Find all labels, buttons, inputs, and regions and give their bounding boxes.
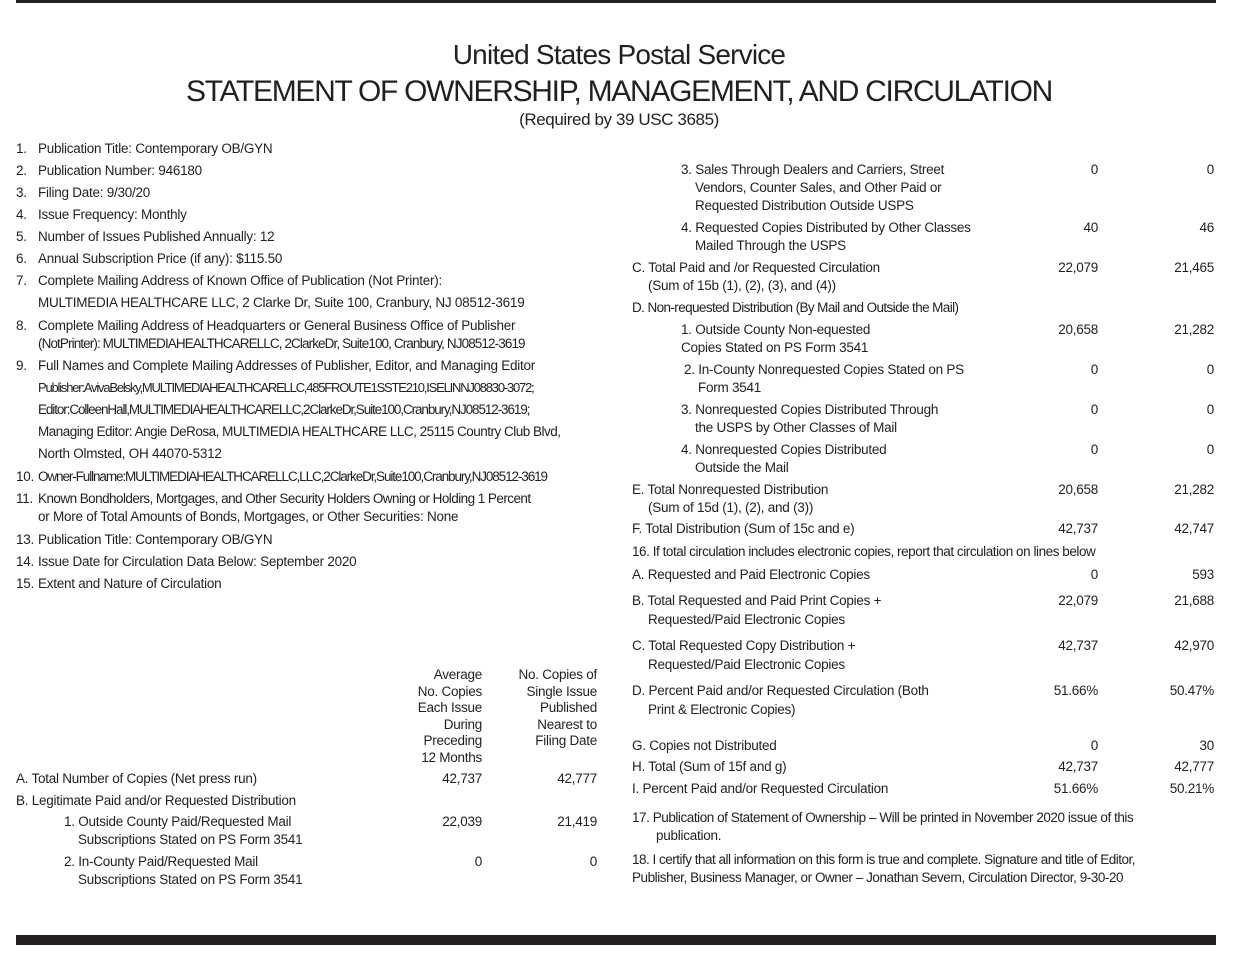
- row-label: H. Total (Sum of 15f and g): [632, 759, 787, 774]
- row-label-cont: the USPS by Other Classes of Mail: [695, 420, 897, 435]
- item-issue-date: Issue Date for Circulation Data Below: September 2020: [38, 554, 357, 569]
- header-line: Average: [433, 667, 482, 682]
- header-line: 12 Months: [421, 749, 482, 765]
- row-label: F. Total Distribution (Sum of 15c and e): [632, 521, 855, 536]
- item-names-label: Full Names and Complete Mailing Addresses of Publisher, Editor, and Managing Editor: [38, 358, 536, 373]
- value-single: 0: [1206, 442, 1214, 457]
- header-line: No. Copies: [417, 683, 482, 699]
- row-b-label: B. Legitimate Paid and/or Requested Distribution: [16, 793, 296, 808]
- column-header-single-issue: [497, 667, 597, 750]
- item-managing-editor: Managing Editor: Angie DeRosa, MULTIMEDIA HEALTHCARE LLC, 25115 Country Club Blvd,: [38, 424, 561, 439]
- value-average: 22,079: [1058, 260, 1098, 275]
- item-number: 1.: [16, 141, 27, 156]
- value-single: 30: [1199, 738, 1214, 753]
- item-16-label: 16. If total circulation includes electronic copies, report that circulation on lines below: [632, 544, 1096, 559]
- value-average: 42,737: [1058, 638, 1098, 653]
- value-single: 46: [1199, 220, 1214, 235]
- item-hq-address-label: Complete Mailing Address of Headquarters or General Business Office of Publisher: [38, 318, 516, 333]
- value-average: 51.66%: [1053, 781, 1098, 796]
- item-subscription-price: Annual Subscription Price (if any): $115.50: [38, 251, 283, 266]
- value-single: 21,419: [557, 814, 597, 829]
- item-publication-number: Publication Number: 946180: [38, 163, 202, 178]
- item-number: 13.: [16, 532, 35, 547]
- column-header-average: [392, 667, 482, 766]
- row-label-cont: (Sum of 15b (1), (2), (3), and (4)): [648, 278, 836, 293]
- row-label-cont: Subscriptions Stated on PS Form 3541: [78, 872, 303, 887]
- row-label-cont: Requested/Paid Electronic Copies: [648, 657, 845, 672]
- value-average: 20,658: [1058, 482, 1098, 497]
- value-average: 42,737: [1058, 521, 1098, 536]
- row-label: I. Percent Paid and/or Requested Circulation: [632, 781, 889, 796]
- item-number: 8.: [16, 318, 27, 333]
- row-label: 2. In-County Nonrequested Copies Stated on PS: [684, 362, 964, 377]
- item-issue-frequency: Issue Frequency: Monthly: [38, 207, 187, 222]
- row-label-cont: Vendors, Counter Sales, and Other Paid or: [695, 180, 942, 195]
- item-bondholders: Known Bondholders, Mortgages, and Other Security Holders Owning or Holding 1 Percent: [38, 491, 531, 506]
- header-line: Filing Date: [535, 733, 597, 748]
- row-label: 4. Nonrequested Copies Distributed: [681, 442, 887, 457]
- item-number: 3.: [16, 185, 27, 200]
- row-label: C. Total Requested Copy Distribution +: [632, 638, 856, 653]
- item-number: 15.: [16, 576, 35, 591]
- row-label-cont: Outside the Mail: [695, 460, 789, 475]
- value-single: 42,777: [1174, 759, 1214, 774]
- row-label: A. Total Number of Copies (Net press run): [16, 771, 257, 786]
- row-d-label: D. Non-requested Distribution (By Mail and Outside the Mail): [632, 300, 959, 315]
- item-17-text: 17. Publication of Statement of Ownership – Will be printed in November 2020 issue of this: [632, 810, 1134, 825]
- item-17-text-cont: publication.: [656, 828, 722, 843]
- header-line: During: [443, 716, 482, 732]
- value-single: 21,282: [1174, 322, 1214, 337]
- header-line: Single Issue: [526, 683, 597, 699]
- value-single: 42,777: [557, 771, 597, 786]
- item-number: 2.: [16, 163, 27, 178]
- value-average: 20,658: [1058, 322, 1098, 337]
- header-line: Nearest to: [537, 716, 597, 732]
- value-single: 21,282: [1174, 482, 1214, 497]
- row-label-cont: Requested Distribution Outside USPS: [695, 198, 914, 213]
- value-single: 50.21%: [1169, 781, 1214, 796]
- item-publication-title: Publication Title: Contemporary OB/GYN: [38, 141, 273, 156]
- row-label: C. Total Paid and /or Requested Circulation: [632, 260, 880, 275]
- row-label-cont: Print & Electronic Copies): [648, 702, 796, 717]
- row-label-cont: Subscriptions Stated on PS Form 3541: [78, 832, 303, 847]
- value-average: 22,039: [442, 814, 482, 829]
- header-line: Preceding: [423, 733, 482, 748]
- document-title: STATEMENT OF OWNERSHIP, MANAGEMENT, AND CIRCULATION: [185, 75, 1052, 108]
- row-label: 3. Sales Through Dealers and Carriers, Street: [681, 162, 945, 177]
- document-agency: United States Postal Service: [452, 39, 786, 70]
- item-number: 9.: [16, 358, 27, 373]
- item-owner: Owner-Fullname:MULTIMEDIAHEALTHCARELLC,LLC,2ClarkeDr,Suite100,Cranbury,NJ08512-3619: [38, 469, 547, 484]
- row-label: B. Total Requested and Paid Print Copies +: [632, 593, 882, 608]
- value-single: 42,970: [1174, 638, 1214, 653]
- header-line: Each Issue: [417, 700, 482, 715]
- row-label: G. Copies not Distributed: [632, 738, 777, 753]
- value-single: 0: [589, 854, 597, 869]
- item-18-text: 18. I certify that all information on this form is true and complete. Signature and title of Editor,: [632, 852, 1136, 867]
- header-line: No. Copies of: [518, 667, 597, 682]
- item-number: 4.: [16, 207, 27, 222]
- value-single: 42,747: [1174, 521, 1214, 536]
- item-publisher: Publisher:AvivaBelsky,MULTIMEDIAHEALTHCARELLC,485FROUTE1SSTE210,ISELINNJ08830-3072;: [38, 380, 534, 395]
- row-label-cont: Requested/Paid Electronic Copies: [648, 612, 845, 627]
- item-managing-editor-city: North Olmsted, OH 44070-5312: [38, 446, 222, 461]
- value-average: 0: [474, 854, 482, 869]
- value-single: 0: [1206, 402, 1214, 417]
- item-number: 6.: [16, 251, 27, 266]
- item-bondholders-cont: or More of Total Amounts of Bonds, Mortgages, or Other Securities: None: [38, 509, 459, 524]
- value-single: 0: [1206, 162, 1214, 177]
- row-label: E. Total Nonrequested Distribution: [632, 482, 829, 497]
- value-average: 51.66%: [1053, 683, 1098, 698]
- value-average: 0: [1090, 362, 1098, 377]
- item-editor: Editor:ColleenHall,MULTIMEDIAHEALTHCARELLC,2ClarkeDr,Suite100,Cranbury,NJ08512-3619;: [38, 402, 530, 417]
- item-number: 14.: [16, 554, 35, 569]
- row-label-cont: Copies Stated on PS Form 3541: [681, 340, 869, 355]
- value-average: 0: [1090, 738, 1098, 753]
- row-label: 3. Nonrequested Copies Distributed Through: [681, 402, 939, 417]
- value-single: 0: [1206, 362, 1214, 377]
- value-average: 40: [1083, 220, 1098, 235]
- value-average: 0: [1090, 442, 1098, 457]
- value-average: 22,079: [1058, 593, 1098, 608]
- value-single: 593: [1192, 567, 1214, 582]
- row-label: 1. Outside County Non-equested: [681, 322, 871, 337]
- document-subtitle: (Required by 39 USC 3685): [519, 110, 719, 129]
- item-office-address-label: Complete Mailing Address of Known Office of Publication (Not Printer):: [38, 273, 442, 288]
- item-issues-annually: Number of Issues Published Annually: 12: [38, 229, 275, 244]
- row-label: D. Percent Paid and/or Requested Circulation (Both: [632, 683, 929, 698]
- item-hq-address: (NotPrinter): MULTIMEDIAHEALTHCARELLC, 2ClarkeDr, Suite100, Cranbury, NJ08512-3619: [38, 336, 525, 351]
- value-average: 42,737: [1058, 759, 1098, 774]
- top-rule: [16, 0, 1216, 3]
- item-number: 7.: [16, 273, 27, 288]
- value-average: 0: [1090, 402, 1098, 417]
- row-label-cont: (Sum of 15d (1), (2), and (3)): [648, 500, 814, 515]
- item-publication-title-2: Publication Title: Contemporary OB/GYN: [38, 532, 273, 547]
- item-extent: Extent and Nature of Circulation: [38, 576, 222, 591]
- header-line: Published: [539, 700, 597, 715]
- row-label: 2. In-County Paid/Requested Mail: [64, 854, 258, 869]
- value-average: 42,737: [442, 771, 482, 786]
- item-office-address: MULTIMEDIA HEALTHCARE LLC, 2 Clarke Dr, Suite 100, Cranbury, NJ 08512-3619: [38, 295, 525, 310]
- row-label: 4. Requested Copies Distributed by Other Classes: [681, 220, 971, 235]
- item-number: 5.: [16, 229, 27, 244]
- row-label: 1. Outside County Paid/Requested Mail: [64, 814, 292, 829]
- item-filing-date: Filing Date: 9/30/20: [38, 185, 151, 200]
- row-label-cont: Mailed Through the USPS: [695, 238, 846, 253]
- row-label-cont: Form 3541: [698, 380, 762, 395]
- value-single: 21,688: [1174, 593, 1214, 608]
- value-single: 21,465: [1174, 260, 1214, 275]
- item-18-signature: Publisher, Business Manager, or Owner – Jonathan Severn, Circulation Director, 9-30-20: [632, 870, 1124, 885]
- value-average: 0: [1090, 162, 1098, 177]
- item-number: 11.: [16, 491, 34, 506]
- item-number: 10.: [16, 469, 35, 484]
- bottom-rule: [16, 935, 1216, 945]
- row-label: A. Requested and Paid Electronic Copies: [632, 567, 870, 582]
- value-average: 0: [1090, 567, 1098, 582]
- value-single: 50.47%: [1169, 683, 1214, 698]
